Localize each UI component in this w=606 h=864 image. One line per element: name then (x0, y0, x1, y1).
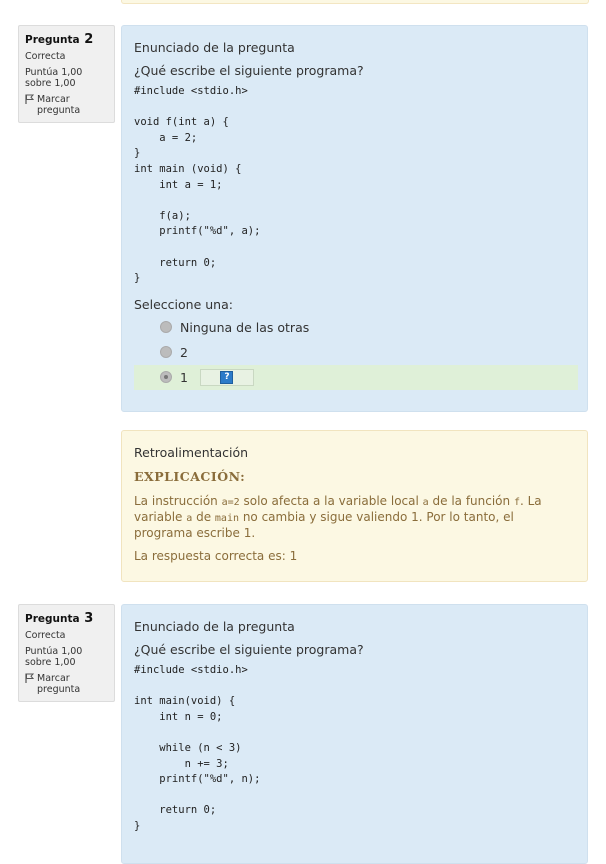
answer-list (134, 315, 575, 390)
question-state: Correcta (25, 51, 66, 62)
answer-feedback-trigger[interactable] (200, 369, 254, 386)
explanation-text: La instrucción a=2 solo afecta a la variable local a de la función f. La variable a de main no cambia y sigue valiendo 1. Por lo tanto, el programa escribe 1. (134, 494, 542, 540)
select-prompt: Seleccione una: (134, 296, 233, 312)
question-content-3 (121, 604, 588, 864)
question-mark-icon: ? (220, 371, 233, 384)
question-grade: Puntúa 1,00 sobre 1,00 (25, 67, 83, 89)
answer-label: Ninguna de las otras (180, 319, 310, 335)
statement-label: Enunciado de la pregunta (134, 40, 295, 55)
code-block: #include <stdio.h> int main(void) { int n = 0; while (n < 3) n += 3; printf("%d", n); return 0; } (134, 664, 261, 832)
question-text: ¿Qué escribe el siguiente programa? (134, 642, 364, 657)
code-block: #include <stdio.h> void f(int a) { a = 2; } int main (void) { int a = 1; f(a); printf("%d", a); return 0; } (134, 85, 261, 285)
answer-label: 1 (180, 369, 188, 385)
answer-label: 2 (180, 344, 188, 360)
radio-button[interactable] (160, 371, 172, 383)
flag-question-link[interactable]: Marcar pregunta (25, 94, 108, 116)
previous-feedback-box (121, 0, 589, 4)
flag-question-link[interactable]: Marcar pregunta (25, 673, 108, 695)
feedback-box (121, 430, 588, 582)
answer-option-selected[interactable] (134, 365, 578, 390)
radio-button[interactable] (160, 346, 172, 358)
question-number: Pregunta 3 (25, 611, 94, 626)
question-number: Pregunta 2 (25, 32, 94, 47)
question-grade: Puntúa 1,00 sobre 1,00 (25, 646, 83, 668)
question-text: ¿Qué escribe el siguiente programa? (134, 63, 364, 78)
answer-option[interactable] (134, 315, 575, 340)
question-info-3 (18, 604, 115, 702)
radio-button[interactable] (160, 321, 172, 333)
question-state: Correcta (25, 630, 66, 641)
answer-option[interactable] (134, 340, 575, 365)
question-info-2 (18, 25, 115, 123)
feedback-title: Retroalimentación (134, 445, 249, 460)
statement-label: Enunciado de la pregunta (134, 619, 295, 634)
explanation-title: EXPLICACIÓN: (134, 469, 246, 484)
question-content-2 (121, 25, 588, 412)
correct-answer-text: La respuesta correcta es: 1 (134, 549, 298, 563)
flag-icon (25, 94, 37, 116)
flag-icon (25, 673, 37, 695)
